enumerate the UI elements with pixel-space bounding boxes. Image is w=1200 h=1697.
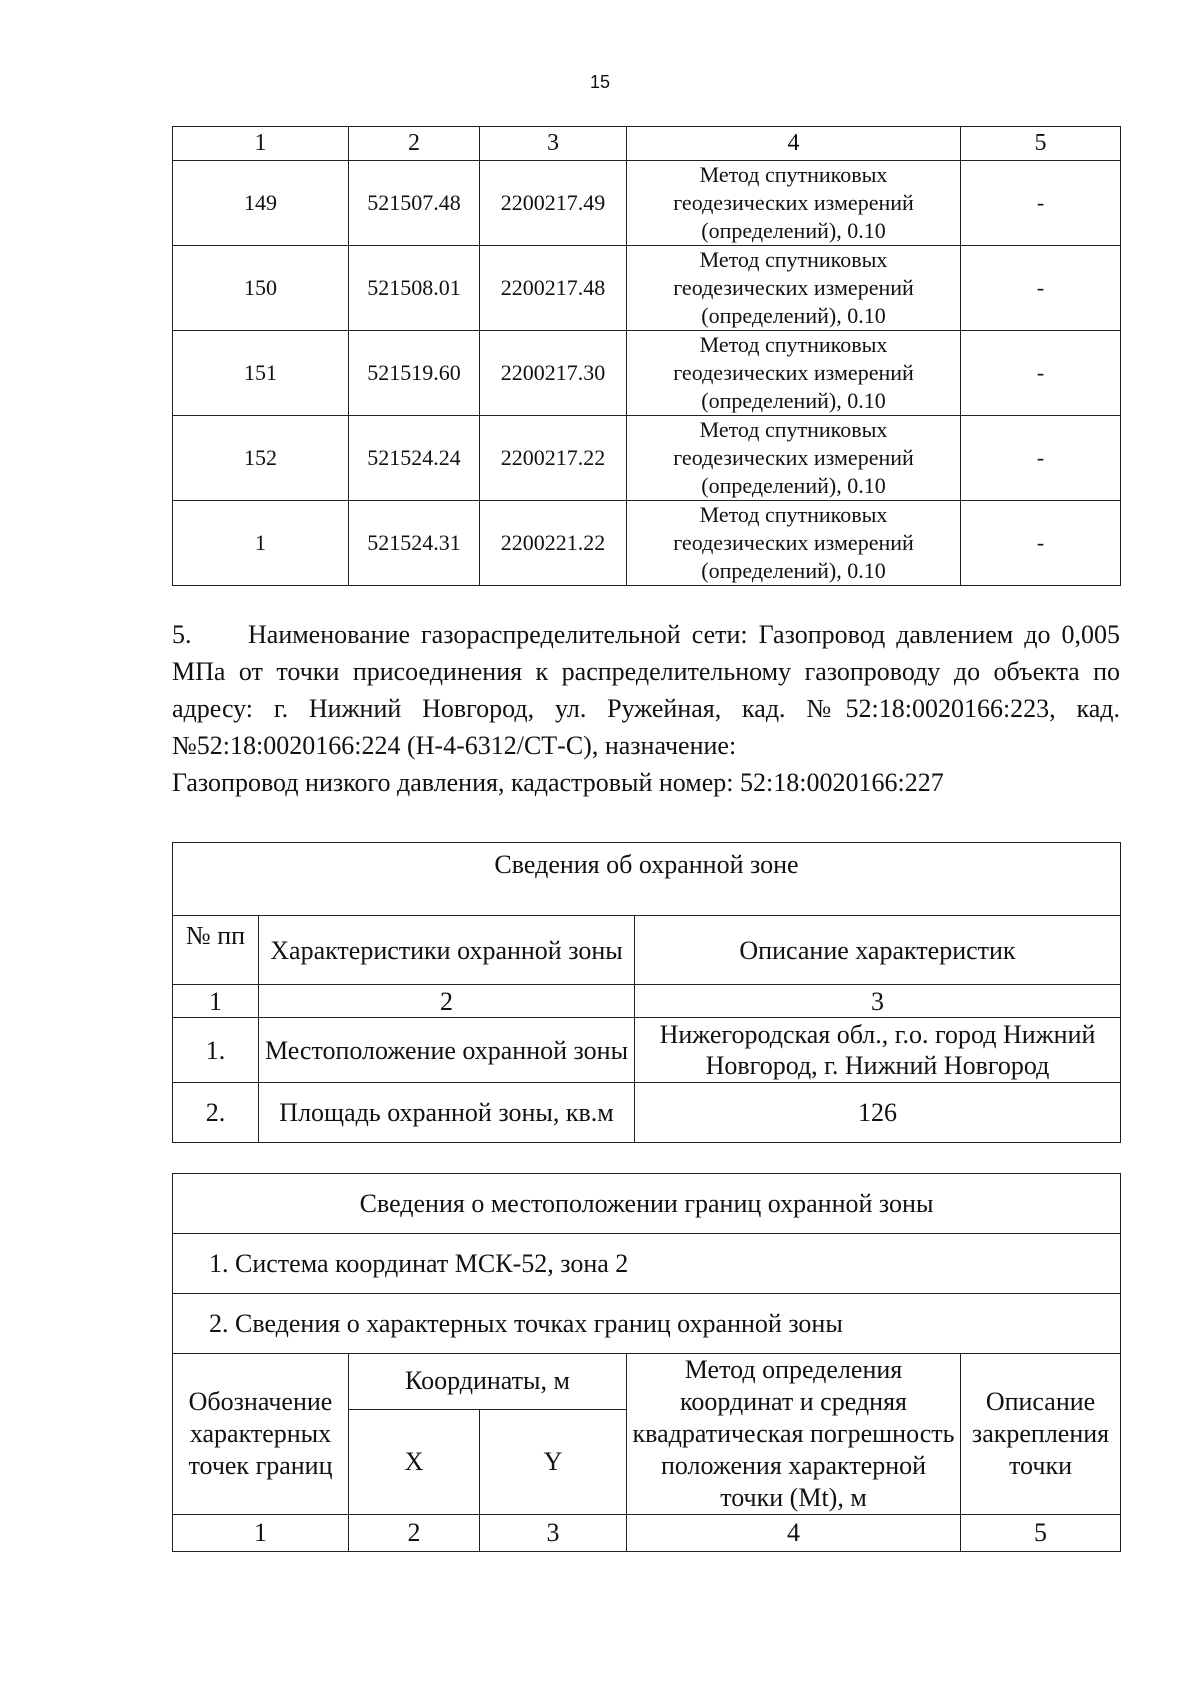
point-cell: 149 [173, 161, 349, 246]
coordinate-system-row [173, 1234, 1121, 1294]
column-number: 3 [480, 1515, 627, 1552]
header-cell: 4 [627, 127, 961, 161]
column-numbers-row [173, 1515, 1121, 1552]
header-description: Описание закрепления точки [961, 1354, 1121, 1515]
row-characteristic: Площадь охранной зоны, кв.м [259, 1083, 635, 1143]
boundary-location-table [172, 1173, 1121, 1552]
header-characteristics: Характеристики охранной зоны [259, 916, 635, 985]
method-cell: Метод спутниковых геодезических измерений (определений), 0.10 [627, 416, 961, 501]
section-paragraph [172, 616, 1120, 801]
row-description: Нижегородская обл., г.о. город Нижний Новгород, г. Нижний Новгород [635, 1018, 1121, 1083]
y-cell: 2200217.22 [480, 416, 627, 501]
point-cell: 1 [173, 501, 349, 586]
x-cell: 521524.24 [349, 416, 480, 501]
method-cell: Метод спутниковых геодезических измерений (определений), 0.10 [627, 161, 961, 246]
column-number: 4 [627, 1515, 961, 1552]
table-header-row [173, 1354, 1121, 1410]
paragraph-number: 5. [172, 620, 192, 649]
x-cell: 521508.01 [349, 246, 480, 331]
coordinate-system: 1. Система координат МСК-52, зона 2 [173, 1234, 1121, 1294]
point-cell: 152 [173, 416, 349, 501]
desc-cell: - [961, 501, 1121, 586]
table-row [173, 501, 1121, 586]
table-title: Сведения о местоположении границ охранной зоны [173, 1174, 1121, 1234]
x-cell: 521519.60 [349, 331, 480, 416]
points-info: 2. Сведения о характерных точках границ охранной зоны [173, 1294, 1121, 1354]
header-cell: 3 [480, 127, 627, 161]
desc-cell: - [961, 246, 1121, 331]
paragraph-last-line: Газопровод низкого давления, кадастровый номер: 52:18:0020166:227 [172, 768, 944, 797]
x-cell: 521507.48 [349, 161, 480, 246]
header-method: Метод определения координат и средняя квадратическая погрешность положения характерной точки (Mt), м [627, 1354, 961, 1515]
header-coordinates: Координаты, м [349, 1354, 627, 1410]
protection-zone-table [172, 842, 1121, 1143]
row-characteristic: Местоположение охранной зоны [259, 1018, 635, 1083]
header-point: Обозначение характерных точек границ [173, 1354, 349, 1515]
column-number: 2 [259, 985, 635, 1018]
points-info-row [173, 1294, 1121, 1354]
column-number: 1 [173, 985, 259, 1018]
point-cell: 150 [173, 246, 349, 331]
table-row [173, 1018, 1121, 1083]
y-cell: 2200217.30 [480, 331, 627, 416]
column-number: 2 [349, 1515, 480, 1552]
row-description: 126 [635, 1083, 1121, 1143]
column-number: 5 [961, 1515, 1121, 1552]
page-number: 15 [589, 72, 611, 92]
y-cell: 2200217.48 [480, 246, 627, 331]
table-header-row [173, 916, 1121, 985]
table-title-row [173, 1174, 1121, 1234]
table-row [173, 416, 1121, 501]
header-y: Y [480, 1409, 627, 1514]
point-cell: 151 [173, 331, 349, 416]
coordinates-table [172, 126, 1121, 586]
table-row [173, 331, 1121, 416]
table-row [173, 1083, 1121, 1143]
table-title: Сведения об охранной зоне [173, 843, 1121, 916]
header-cell: 5 [961, 127, 1121, 161]
method-cell: Метод спутниковых геодезических измерений (определений), 0.10 [627, 246, 961, 331]
table-row [173, 161, 1121, 246]
method-cell: Метод спутниковых геодезических измерений (определений), 0.10 [627, 331, 961, 416]
table-title-row [173, 843, 1121, 916]
header-cell: 1 [173, 127, 349, 161]
desc-cell: - [961, 161, 1121, 246]
header-no: № пп [173, 916, 259, 985]
header-x: X [349, 1409, 480, 1514]
desc-cell: - [961, 331, 1121, 416]
table-header-row [173, 127, 1121, 161]
desc-cell: - [961, 416, 1121, 501]
row-number: 1. [173, 1018, 259, 1083]
column-numbers-row [173, 985, 1121, 1018]
x-cell: 521524.31 [349, 501, 480, 586]
header-description: Описание характеристик [635, 916, 1121, 985]
y-cell: 2200221.22 [480, 501, 627, 586]
header-cell: 2 [349, 127, 480, 161]
row-number: 2. [173, 1083, 259, 1143]
column-number: 1 [173, 1515, 349, 1552]
column-number: 3 [635, 985, 1121, 1018]
paragraph-text: Наименование газораспределительной сети: Газопровод давлением до 0,005 МПа от точки присоединения к распределительному газопроводу до объекта по адресу: г. Нижний Новгород, ул. Ружейная, кад. №52:18:0020166:223, кад. №52:18:0020166:224 (Н-4-6312/СТ-С), назначение: [172, 620, 1120, 760]
y-cell: 2200217.49 [480, 161, 627, 246]
table-row [173, 246, 1121, 331]
method-cell: Метод спутниковых геодезических измерений (определений), 0.10 [627, 501, 961, 586]
